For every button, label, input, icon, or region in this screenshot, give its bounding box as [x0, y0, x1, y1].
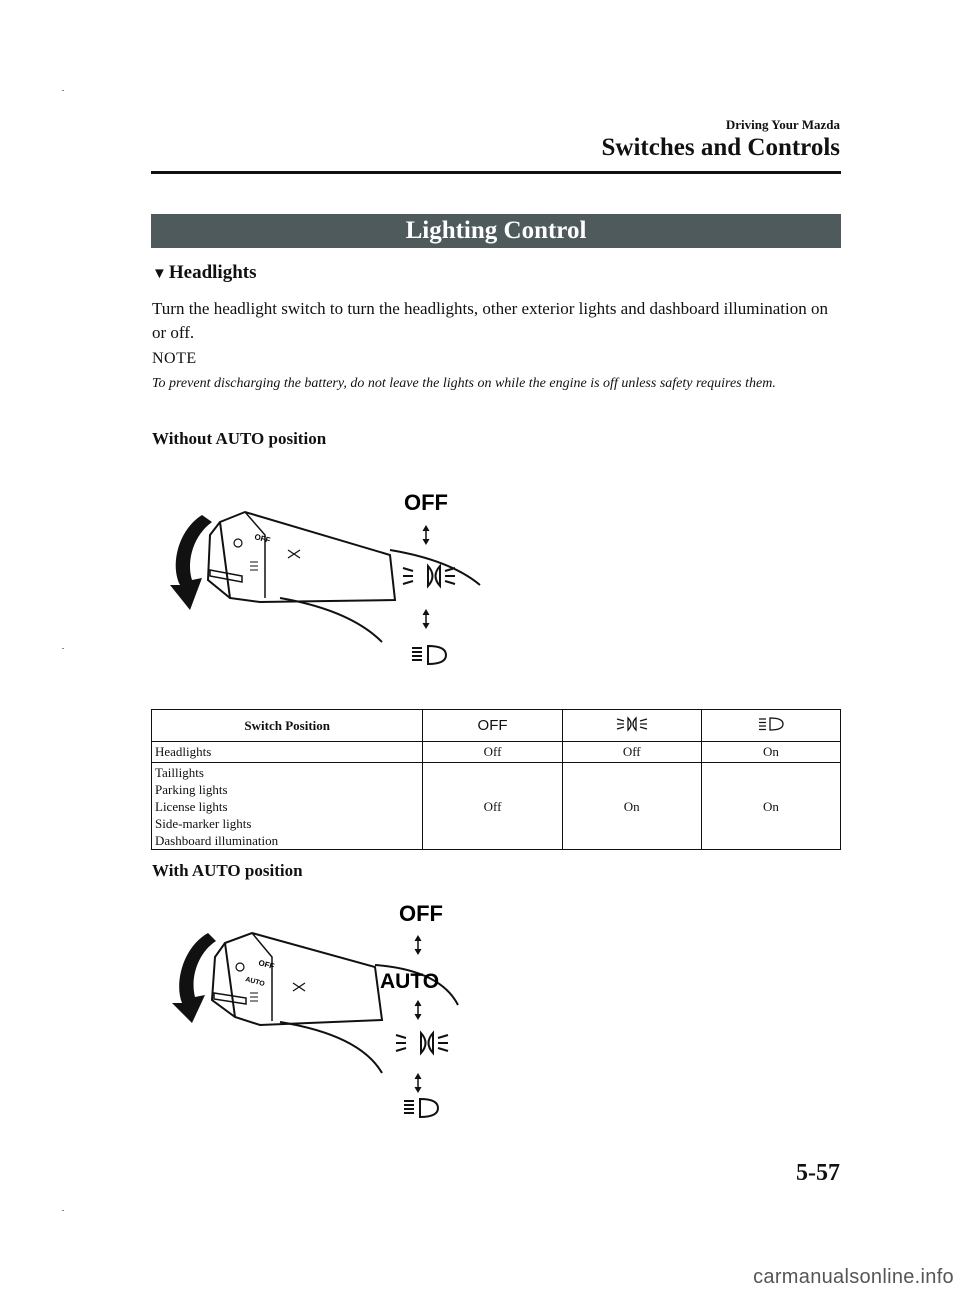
chapter-title: Driving Your Mazda — [725, 117, 840, 132]
table-row — [152, 763, 841, 850]
body-paragraph: Turn the headlight switch to turn the headlights, other exterior lights and dashboard illumination on or off. — [152, 299, 828, 342]
position-off-label: OFF — [399, 901, 443, 926]
up-down-arrow-icon — [415, 1001, 421, 1019]
cell-value: On — [701, 763, 840, 850]
row-label-line: Dashboard illumination — [155, 832, 279, 848]
position-auto-label: AUTO — [380, 970, 440, 993]
parking-light-icon — [616, 716, 648, 732]
row-label-headlights: Headlights — [152, 742, 423, 763]
up-down-arrow-icon — [423, 610, 429, 628]
up-down-arrow-icon — [423, 526, 429, 544]
section-title: Lighting Control — [151, 214, 841, 248]
up-down-arrow-icon — [415, 1074, 421, 1092]
headlight-switch-figure-with-auto — [150, 895, 500, 1125]
row-label-line: Side-marker lights — [155, 815, 252, 831]
subheading — [152, 262, 256, 284]
rotation-arrow-icon — [170, 515, 212, 610]
header-off: OFF — [423, 710, 562, 742]
footer-watermark: carmanualsonline.info — [753, 1266, 954, 1288]
figure2-caption: With AUTO position — [152, 861, 303, 880]
header-switch-position: Switch Position — [152, 710, 423, 742]
parking-light-icon — [396, 1033, 448, 1053]
table-header-row — [152, 710, 841, 742]
cell-value: On — [562, 763, 701, 850]
note-label: NOTE — [152, 350, 197, 367]
headlight-switch-figure-without-auto — [150, 480, 500, 680]
row-label-line: Parking lights — [155, 781, 228, 797]
cell-value: Off — [562, 742, 701, 763]
cell-value: Off — [423, 763, 562, 850]
section-header: Switches and Controls — [601, 134, 840, 161]
cell-value: Off — [423, 742, 562, 763]
row-label-line: License lights — [155, 798, 228, 814]
low-beam-headlight-icon — [757, 716, 785, 732]
subheading-text: Headlights — [168, 262, 257, 283]
header-low-beam-icon — [701, 710, 840, 742]
parking-light-icon — [403, 566, 455, 586]
crop-mark — [62, 1210, 64, 1211]
crop-mark — [62, 648, 64, 649]
up-down-arrow-icon — [415, 936, 421, 954]
row-label-exterior-lights — [152, 763, 423, 850]
table-row — [152, 742, 841, 763]
page-number: 5-57 — [796, 1160, 840, 1186]
low-beam-headlight-icon — [412, 646, 446, 664]
cell-value: On — [701, 742, 840, 763]
triangle-bullet-icon: ▼ — [152, 266, 167, 282]
header-divider — [151, 171, 841, 174]
low-beam-headlight-icon — [404, 1099, 438, 1117]
note-text: To prevent discharging the battery, do not leave the lights on while the engine is off unless safety requires them. — [152, 376, 776, 391]
position-off-label: OFF — [404, 490, 448, 515]
header-parking-light-icon — [562, 710, 701, 742]
switch-off-label: OFF — [257, 958, 276, 972]
switch-auto-label: AUTO — [244, 976, 266, 989]
crop-mark — [62, 90, 64, 91]
rotation-arrow-icon — [172, 933, 216, 1023]
switch-off-label: OFF — [253, 532, 272, 546]
figure1-caption: Without AUTO position — [152, 429, 327, 448]
switch-position-table — [151, 709, 841, 850]
row-label-line: Taillights — [155, 764, 204, 780]
